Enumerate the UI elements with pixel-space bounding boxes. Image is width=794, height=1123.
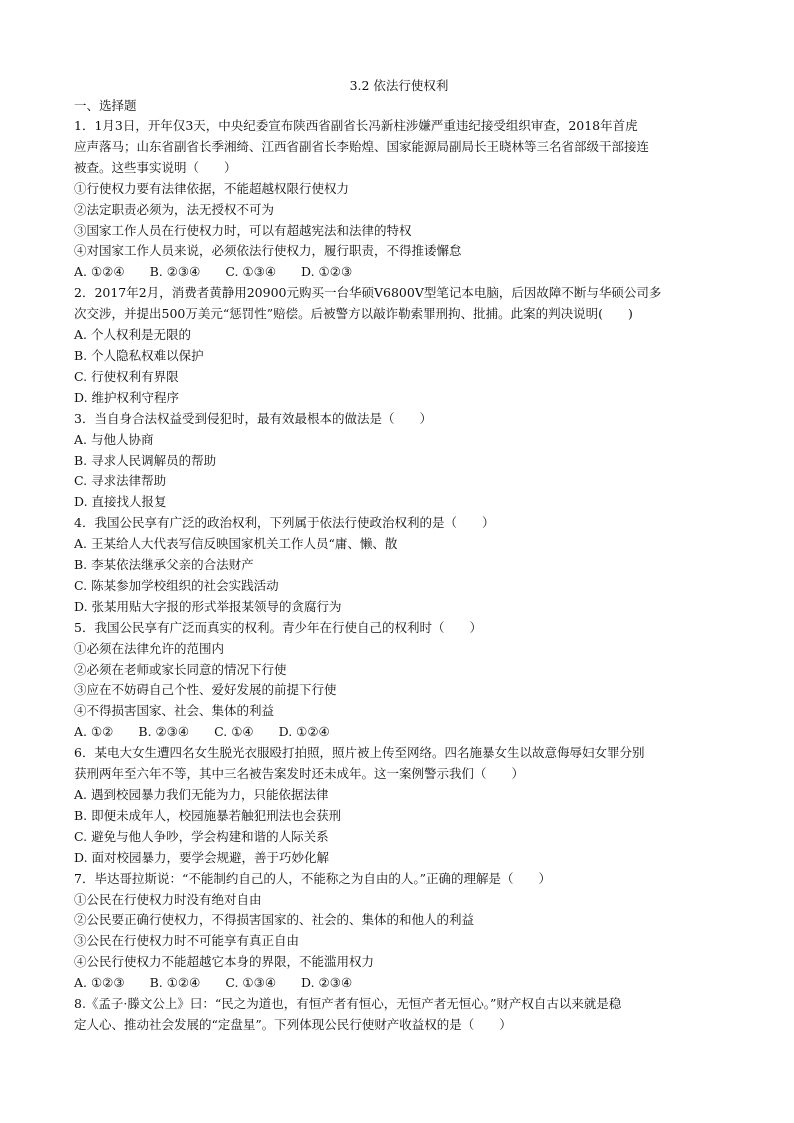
- text-line: ①行使权力要有法律依据，不能超越权限行使权力: [74, 180, 350, 196]
- text-line: ④公民行使权力不能超越它本身的界限，不能滥用权力: [74, 954, 375, 970]
- text-line: 3．当自身合法权益受到侵犯时，最有效最根本的做法是（ ）: [74, 410, 432, 426]
- text-line: 7．毕达哥拉斯说：“不能制约自己的人，不能称之为自由的人。”正确的理解是（ ）: [74, 870, 551, 886]
- text-line: A. 王某给人大代表写信反映国家机关工作人员“庸、懒、散: [74, 536, 398, 552]
- text-line: ①必须在法律允许的范围内: [74, 640, 225, 656]
- text-line: A. ①②③ B. ①②④ C. ①③④ D. ②③④: [74, 975, 353, 991]
- text-line: 定人心、推动社会发展的“定盘星”。下列体现公民行使财产收益权的是（ ）: [74, 1016, 512, 1032]
- text-line: ④不得损害国家、社会、集体的利益: [74, 703, 275, 719]
- text-line: C. 寻求法律帮助: [74, 473, 167, 489]
- section-heading: 一、选择题: [74, 98, 137, 113]
- text-line: ③国家工作人员在行使权力时，可以有超越宪法和法律的特权: [74, 222, 412, 238]
- text-line: ②必须在老师或家长同意的情况下行使: [74, 661, 287, 677]
- text-line: D. 维护权利守程序: [74, 389, 180, 405]
- text-line: ④对国家工作人员来说，必须依法行使权力，履行职责，不得推诿懈怠: [74, 243, 462, 259]
- text-line: B. 个人隐私权难以保护: [74, 347, 204, 363]
- text-line: 获刑两年至六年不等，其中三名被告案发时还未成年。这一案例警示我们（ ）: [74, 766, 525, 782]
- text-line: ③公民在行使权力时不可能享有真正自由: [74, 933, 300, 949]
- text-line: B. 寻求人民调解员的帮助: [74, 452, 217, 468]
- question-list: [74, 116, 724, 1036]
- document-title: 3.2 依法行使权利: [349, 78, 449, 93]
- text-line: 次交涉，并提出500万美元“惩罚性”赔偿。后被警方以敲诈勒索罪刑拘、批捕。此案的判决说明( ): [74, 306, 633, 322]
- text-line: A. 与他人协商: [74, 431, 154, 447]
- text-line: ②公民要正确行使权力，不得损害国家的、社会的、集体的和他人的利益: [74, 912, 475, 928]
- text-line: ②法定职责必须为，法无授权不可为: [74, 201, 275, 217]
- text-line: C. 行使权利有界限: [74, 368, 179, 384]
- text-line: 被查。这些事实说明（ ）: [74, 159, 237, 175]
- text-line: 应声落马；山东省副省长季湘绮、江西省副省长李贻煌、国家能源局副局长王晓林等三名省部级干部接连: [74, 138, 650, 154]
- text-line: C. 避免与他人争吵，学会构建和谐的人际关系: [74, 828, 329, 844]
- document-page: [74, 76, 724, 1036]
- text-line: A. ①②④ B. ②③④ C. ①③④ D. ①②③: [74, 264, 353, 280]
- text-line: A. ①② B. ②③④ C. ①④ D. ①②④: [74, 724, 330, 740]
- text-line: 6．某电大女生遭四名女生脱光衣服殴打拍照，照片被上传至网络。四名施暴女生以故意侮辱妇女罪分别: [74, 745, 645, 761]
- text-line: 2．2017年2月，消费者黄静用20900元购买一台华硕V6800V型笔记本电脑，后因故障不断与华硕公司多: [74, 285, 662, 301]
- text-line: ③应在不妨碍自己个性、爱好发展的前提下行使: [74, 682, 337, 698]
- text-line: 8.《孟子·滕文公上》曰：“民之为道也，有恒产者有恒心，无恒产者无恒心。”财产权自古以来就是稳: [74, 996, 622, 1012]
- text-line: D. 面对校园暴力，要学会规避，善于巧妙化解: [74, 849, 330, 865]
- text-line: 5．我国公民享有广泛而真实的权利。青少年在行使自己的权利时（ ）: [74, 619, 482, 635]
- text-line: 4．我国公民享有广泛的政治权利，下列属于依法行使政治权利的是（ ）: [74, 515, 495, 531]
- text-line: A. 遇到校园暴力我们无能为力，只能依据法律: [74, 787, 329, 802]
- text-line: ①公民在行使权力时没有绝对自由: [74, 891, 262, 907]
- text-line: 1．1月3日，开年仅3天，中央纪委宣布陕西省副省长冯新柱涉嫌严重违纪接受组织审查，2018年首虎: [74, 118, 638, 133]
- text-line: B. 即便未成年人，校园施暴若触犯刑法也会获刑: [74, 807, 342, 823]
- text-line: B. 李某依法继承父亲的合法财产: [74, 557, 254, 573]
- text-line: D. 直接找人报复: [74, 494, 167, 510]
- text-line: A. 个人权利是无限的: [74, 327, 191, 343]
- text-line: C. 陈某参加学校组织的社会实践活动: [74, 577, 279, 593]
- text-line: D. 张某用贴大字报的形式举报某领导的贪腐行为: [74, 598, 342, 614]
